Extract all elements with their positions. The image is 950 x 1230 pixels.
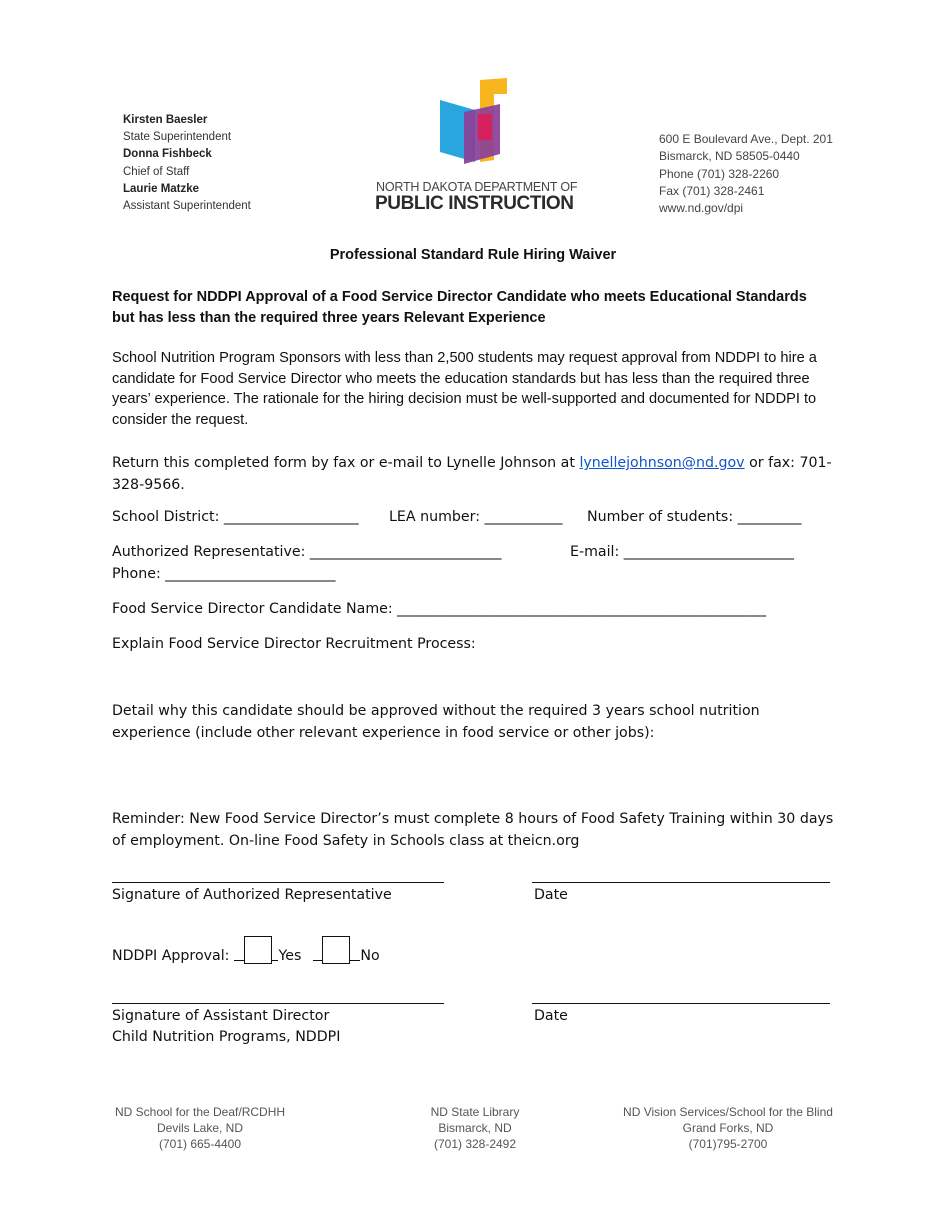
form-title: Professional Standard Rule Hiring Waiver: [329, 247, 617, 263]
asst-superintendent-name: Laurie Matzke: [123, 182, 200, 195]
footer-state-library: [395, 1104, 555, 1152]
city-line: Bismarck, ND 58505-0440: [659, 149, 800, 164]
asst-dir-signature-line[interactable]: [112, 1003, 444, 1004]
asst-dir-department: Child Nutrition Programs, NDDPI: [112, 1029, 341, 1045]
asst-superintendent-title: Assistant Superintendent: [123, 200, 251, 213]
footer-phone: (701)795-2700: [688, 1137, 768, 1151]
email-field[interactable]: E-mail: ________________________: [570, 544, 795, 560]
intro-paragraph: School Nutrition Program Sponsors with less than 2,500 students may request approval from NDDPI to hire a candidate for Food Service Director who meets the education standards but has less than the required three years’ experience. The rationale for the hiring decision must be well-supported and documented for NDDPI to consider the request.: [112, 350, 817, 428]
footer-name: ND State Library: [430, 1105, 520, 1119]
footer-city: Bismarck, ND: [438, 1121, 512, 1135]
phone-line: Phone (701) 328-2260: [659, 166, 780, 181]
return-prefix: Return this completed form by fax or e-mail to Lynelle Johnson at: [112, 455, 580, 471]
footer-name: ND Vision Services/School for the Blind: [623, 1105, 833, 1119]
letterhead-address: [659, 131, 833, 217]
auth-rep-signature-label: Signature of Authorized Representative: [112, 887, 392, 903]
candidate-name-field[interactable]: Food Service Director Candidate Name: ____________________________________________________: [112, 601, 767, 617]
recruitment-process-label: Explain Food Service Director Recruitment Process:: [112, 636, 476, 652]
asst-dir-signature-label: Signature of Assistant Director: [112, 1008, 330, 1024]
chief-of-staff-name: Donna Fishbeck: [123, 148, 212, 161]
lea-number-field[interactable]: LEA number: ___________: [389, 509, 563, 525]
footer-phone: (701) 328-2492: [433, 1137, 517, 1151]
date-label-2: Date: [534, 1008, 568, 1024]
superintendent-name: Kirsten Baesler: [123, 114, 208, 126]
approval-yes-label: Yes: [278, 948, 302, 964]
logo-magenta-panel: [478, 114, 492, 140]
footer-deaf-school: [100, 1104, 300, 1152]
date-label-1: Date: [534, 887, 568, 903]
approval-no-label: No: [360, 948, 380, 964]
superintendent-title: State Superintendent: [123, 131, 232, 144]
return-instructions: [112, 452, 842, 496]
approval-no-checkbox[interactable]: [322, 936, 350, 964]
logo-line2: PUBLIC INSTRUCTION: [375, 193, 574, 214]
nddpi-logo-mark: [372, 74, 578, 179]
footer-city: Devils Lake, ND: [156, 1121, 244, 1135]
footer-phone: (701) 665-4400: [158, 1137, 242, 1151]
footer-city: Grand Forks, ND: [682, 1121, 774, 1135]
chief-of-staff-title: Chief of Staff: [123, 165, 190, 178]
email-link[interactable]: lynellejohnson@nd.gov: [579, 455, 745, 471]
auth-rep-field[interactable]: Authorized Representative: ___________________________: [112, 544, 502, 560]
letterhead-staff: [123, 112, 251, 215]
phone-field[interactable]: Phone: ________________________: [112, 566, 336, 582]
num-students-field[interactable]: Number of students: _________: [587, 509, 802, 525]
footer-name: ND School for the Deaf/RCDHH: [114, 1105, 286, 1119]
return-suffix: or fax: 701-328-9566.: [112, 455, 832, 493]
approval-row: [112, 934, 380, 964]
website-line: www.nd.gov/dpi: [659, 201, 744, 216]
address-line: 600 E Boulevard Ave., Dept. 201: [659, 132, 833, 146]
nddpi-logo: [372, 74, 578, 224]
date-line-2[interactable]: [532, 1003, 830, 1004]
justification-label: Detail why this candidate should be approved without the required 3 years school nutrition experience (include other relevant experience in food service or other jobs):: [112, 703, 760, 741]
approval-yes-checkbox[interactable]: [244, 936, 272, 964]
footer-vision-services: [608, 1104, 848, 1152]
form-subtitle: Request for NDDPI Approval of a Food Service Director Candidate who meets Educational Standards but has less than the required three years Relevant Experience: [112, 289, 807, 326]
logo-line1: NORTH DAKOTA DEPARTMENT OF: [376, 180, 578, 194]
date-line-1[interactable]: [532, 882, 830, 883]
approval-label: NDDPI Approval:: [112, 948, 230, 964]
fax-line: Fax (701) 328-2461: [659, 183, 765, 198]
school-district-field[interactable]: School District: ___________________: [112, 509, 359, 525]
training-reminder: Reminder: New Food Service Director’s must complete 8 hours of Food Safety Training within 30 days of employment. On-line Food Safety in Schools class at theicn.org: [112, 811, 834, 849]
auth-rep-signature-line[interactable]: [112, 882, 444, 883]
